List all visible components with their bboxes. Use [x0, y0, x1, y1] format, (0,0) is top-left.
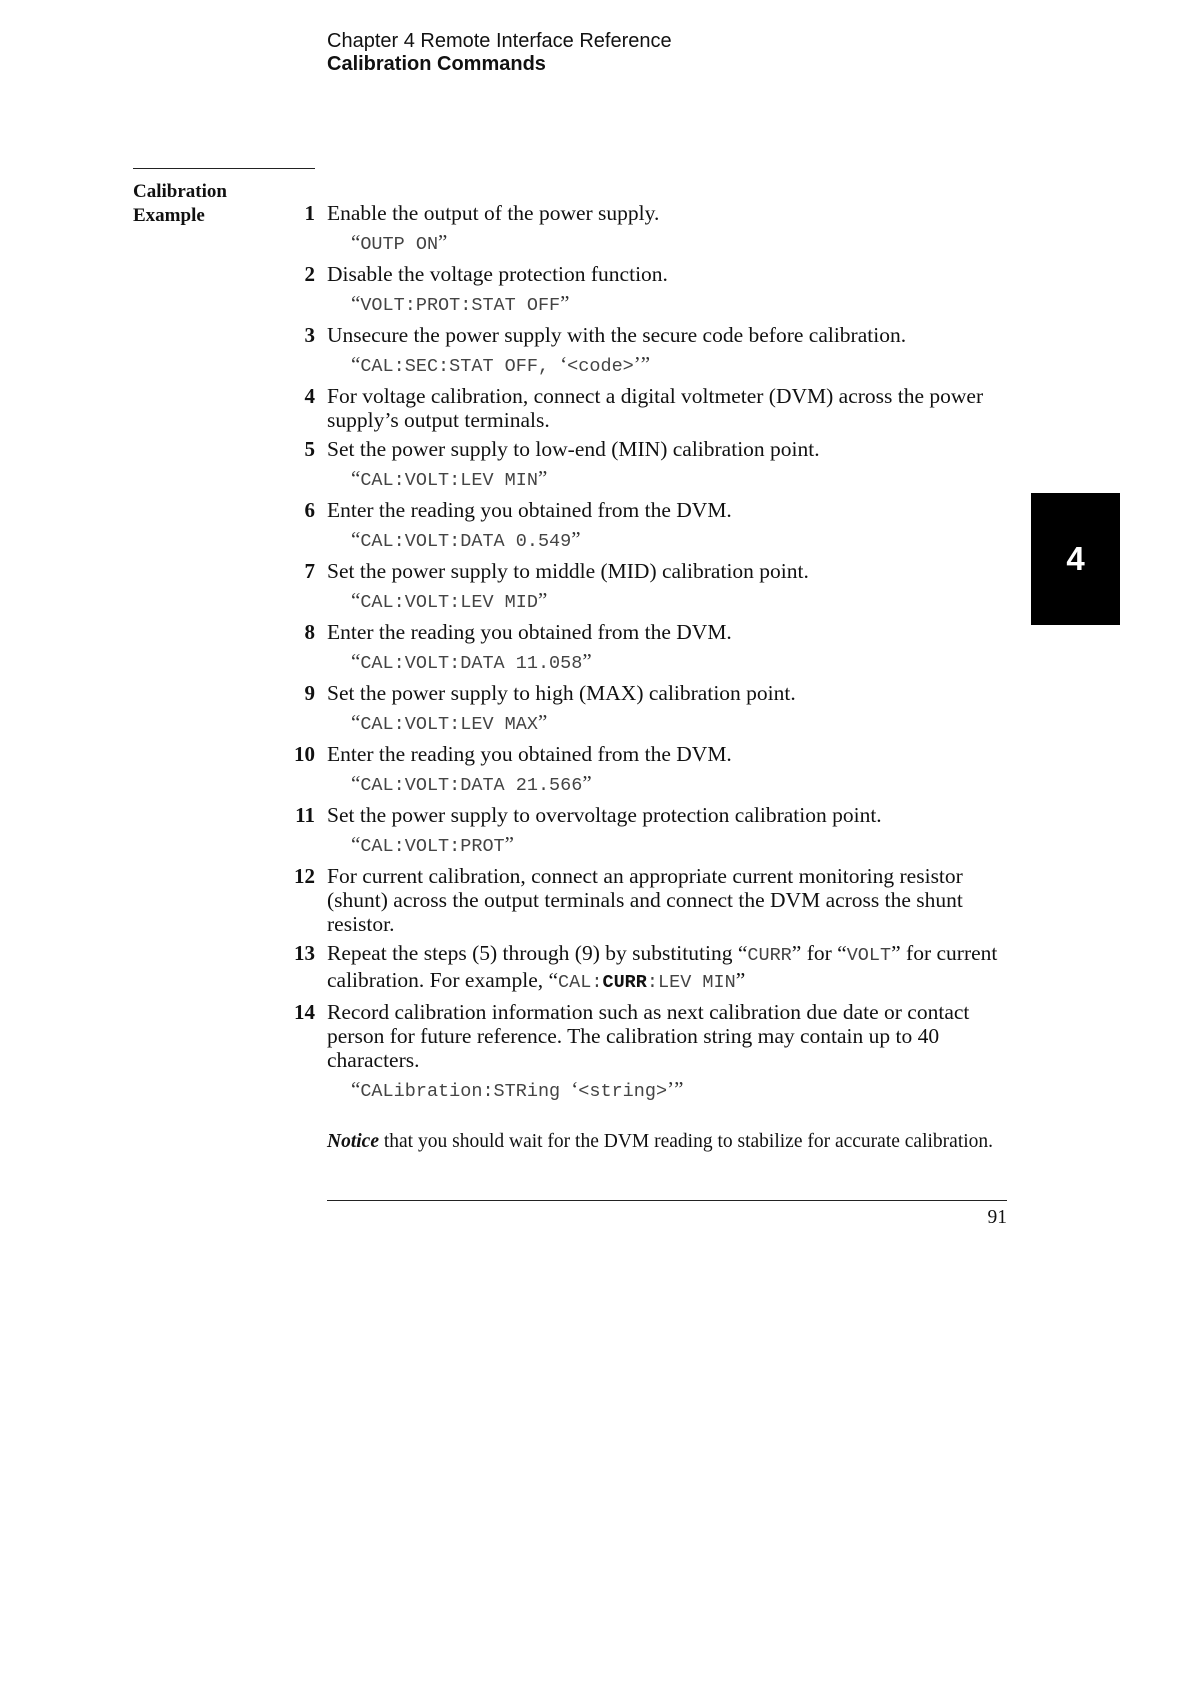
command-argument: <code> [567, 356, 634, 377]
calibration-steps-list [270, 201, 1010, 1109]
step-command: “CAL:VOLT:PROT” [351, 832, 514, 857]
step-10 [270, 742, 1010, 798]
text-segment: ” for “ [791, 941, 847, 965]
command-code: CAL:VOLT:LEV MID [360, 592, 538, 613]
notice-text: that you should wait for the DVM reading to stabilize for accurate calibration. [378, 1131, 994, 1152]
step-number: 3 [304, 323, 315, 347]
side-heading [133, 180, 227, 228]
text-segment: ” for current calibration. For example, “ [327, 941, 998, 992]
inline-code: CAL: [558, 972, 603, 993]
command-code: OUTP ON [360, 234, 439, 255]
step-text: Enable the output of the power supply. [327, 201, 660, 225]
step-1 [270, 201, 1010, 257]
notice-keyword: Notice [327, 1131, 379, 1152]
side-heading-line-2: Example [133, 205, 205, 226]
step-command: “CAL:VOLT:DATA 0.549” [351, 527, 581, 552]
inline-code-emphasis: CURR [602, 972, 647, 993]
command-code: CAL:VOLT:LEV MIN [360, 470, 538, 491]
step-7 [270, 559, 1010, 615]
step-number: 11 [295, 803, 315, 827]
step-text [327, 941, 1010, 995]
page-number: 91 [987, 1207, 1007, 1228]
step-command: “VOLT:PROT:STAT OFF” [351, 291, 570, 316]
command-code: CAL:VOLT:PROT [360, 836, 505, 857]
step-number: 12 [294, 864, 315, 888]
step-text: Record calibration information such as next calibration due date or contact person for future reference. The calibration string may contain up to 40 characters. [327, 1000, 970, 1072]
step-13 [270, 941, 1010, 995]
inline-code: CURR [747, 945, 792, 966]
step-command: “CAL:VOLT:DATA 21.566” [351, 771, 592, 796]
inline-code: VOLT [846, 945, 892, 966]
step-command: “CAL:VOLT:LEV MIN” [351, 466, 548, 491]
step-command: “OUTP ON” [351, 230, 448, 255]
command-code: CAL:VOLT:LEV MAX [360, 714, 538, 735]
step-6 [270, 498, 1010, 554]
step-number: 8 [304, 620, 315, 644]
step-8 [270, 620, 1010, 676]
command-code: VOLT:PROT:STAT OFF [360, 295, 561, 316]
command-code: CAL:VOLT:DATA 0.549 [360, 531, 572, 552]
chapter-title: Chapter 4 Remote Interface Reference [327, 30, 672, 52]
step-text: Set the power supply to high (MAX) calibration point. [327, 681, 796, 705]
step-12 [270, 864, 1010, 936]
step-text: Enter the reading you obtained from the DVM. [327, 620, 732, 644]
step-5 [270, 437, 1010, 493]
notice-paragraph [327, 1130, 1007, 1154]
running-header [327, 30, 672, 76]
text-segment: Repeat the steps (5) through (9) by substituting “ [327, 941, 748, 965]
step-text: Unsecure the power supply with the secure code before calibration. [327, 323, 907, 347]
step-number: 9 [304, 681, 315, 705]
step-text: Enter the reading you obtained from the DVM. [327, 742, 732, 766]
step-command: “CAL:VOLT:LEV MAX” [351, 710, 548, 735]
chapter-thumb-tab: 4 [1031, 493, 1120, 625]
step-text: For voltage calibration, connect a digital voltmeter (DVM) across the power supply’s output terminals. [327, 384, 984, 432]
step-number: 10 [294, 742, 315, 766]
step-command: “CALibration:STRing ‘<string>’” [351, 1077, 684, 1102]
step-command: “CAL:VOLT:LEV MID” [351, 588, 548, 613]
step-number: 6 [304, 498, 315, 522]
step-text: Set the power supply to low-end (MIN) calibration point. [327, 437, 820, 461]
step-text: For current calibration, connect an appropriate current monitoring resistor (shunt) across the output terminals and connect the DVM across the shunt resistor. [327, 864, 963, 936]
footer-rule [327, 1200, 1007, 1201]
command-code: CAL:VOLT:DATA 21.566 [360, 775, 583, 796]
step-number: 14 [294, 1000, 315, 1024]
step-4 [270, 384, 1010, 432]
side-heading-line-1: Calibration [133, 181, 227, 202]
step-number: 2 [304, 262, 315, 286]
step-9 [270, 681, 1010, 737]
step-text: Disable the voltage protection function. [327, 262, 668, 286]
step-number: 13 [294, 941, 315, 965]
step-command: “CAL:SEC:STAT OFF, ‘<code>’” [351, 352, 651, 377]
command-argument: <string> [578, 1081, 668, 1102]
command-code: CAL:SEC:STAT OFF, [360, 356, 561, 377]
section-title: Calibration Commands [327, 53, 546, 75]
side-heading-rule [133, 168, 315, 169]
step-number: 7 [304, 559, 315, 583]
step-text: Set the power supply to overvoltage protection calibration point. [327, 803, 882, 827]
step-text: Set the power supply to middle (MID) calibration point. [327, 559, 809, 583]
step-command: “CAL:VOLT:DATA 11.058” [351, 649, 592, 674]
step-3 [270, 323, 1010, 379]
step-2 [270, 262, 1010, 318]
command-code: CAL:VOLT:DATA 11.058 [360, 653, 583, 674]
command-code: CALibration:STRing [360, 1081, 572, 1102]
step-text: Enter the reading you obtained from the DVM. [327, 498, 732, 522]
inline-code: :LEV MIN [646, 972, 736, 993]
step-number: 1 [304, 201, 315, 225]
step-number: 4 [304, 384, 315, 408]
text-segment: ” [735, 968, 746, 992]
step-11 [270, 803, 1010, 859]
step-14 [270, 1000, 1010, 1104]
step-number: 5 [304, 437, 315, 461]
